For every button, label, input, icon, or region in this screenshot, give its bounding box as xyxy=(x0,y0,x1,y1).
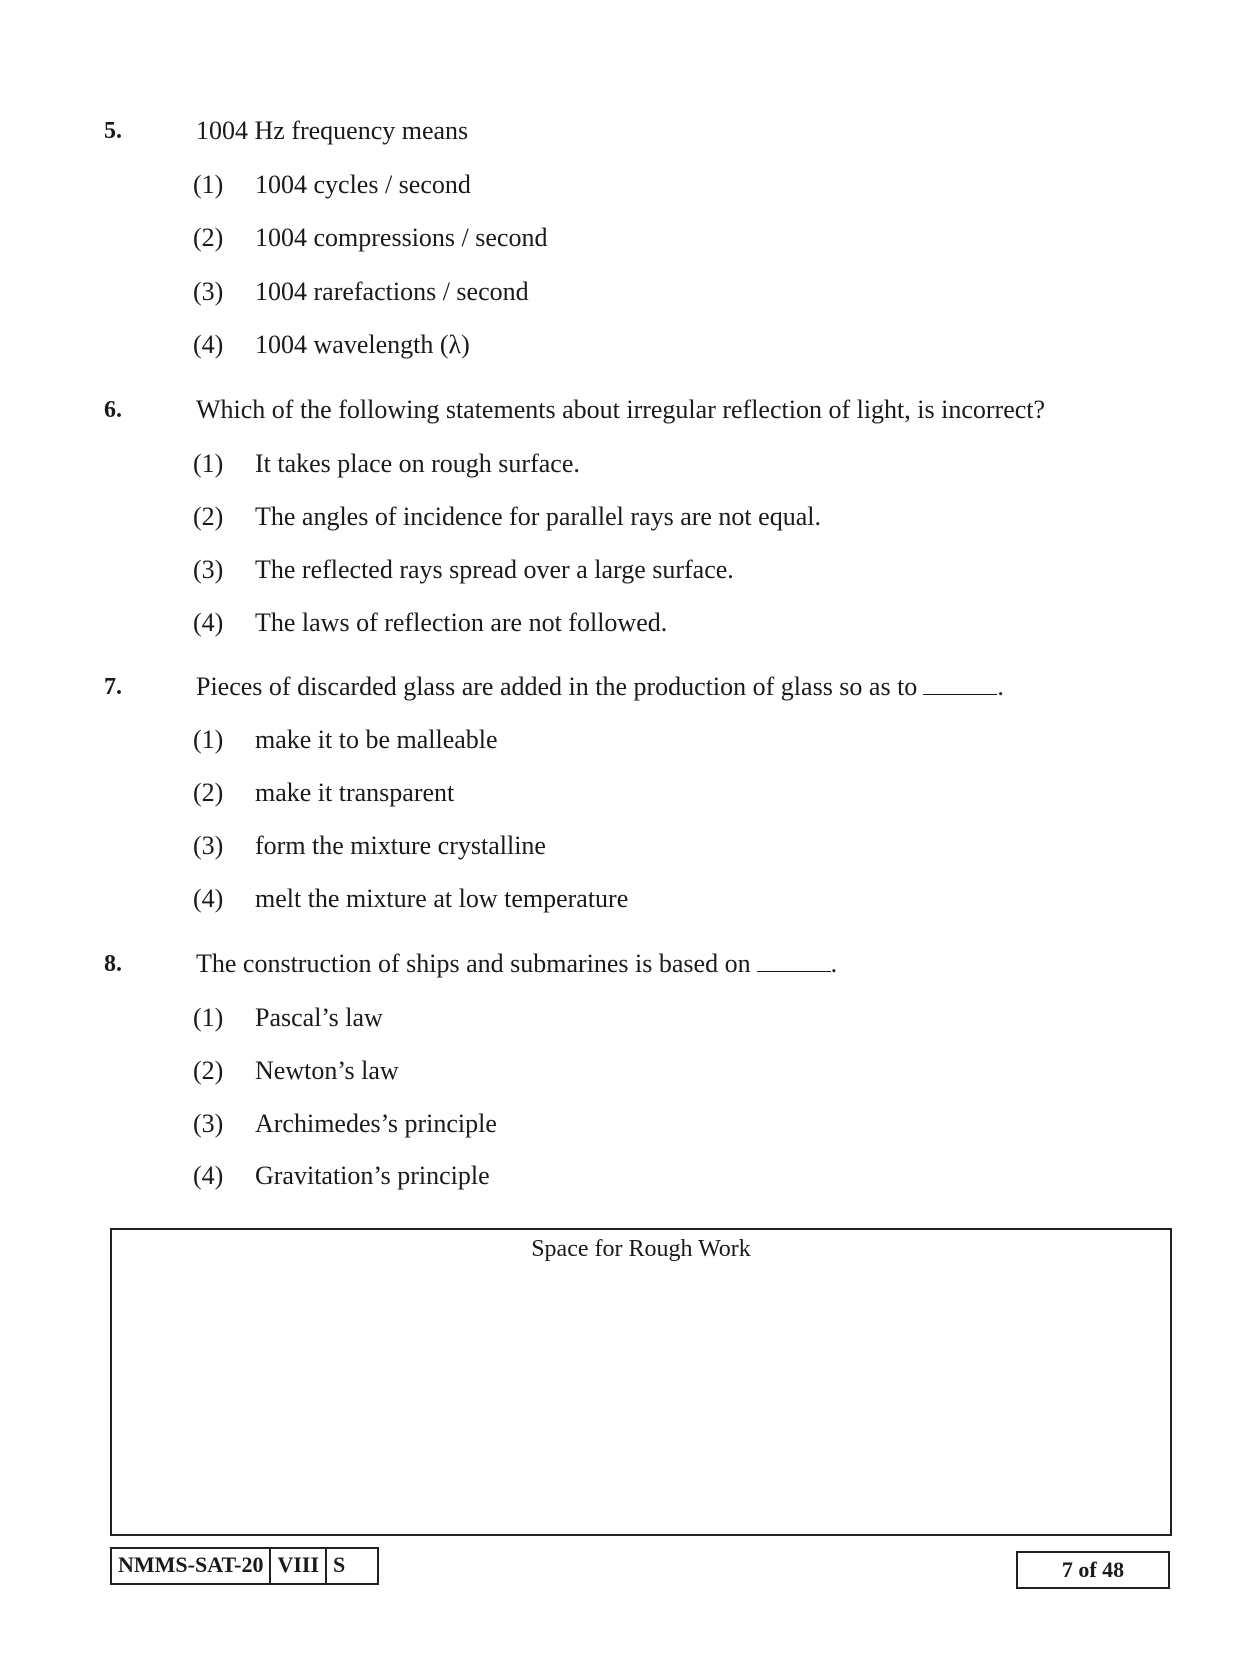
option-2: (2) The angles of incidence for parallel rays are not equal. xyxy=(193,502,821,531)
page-number: 7 of 48 xyxy=(1016,1551,1170,1589)
option-1: (1) Pascal’s law xyxy=(193,1003,383,1032)
option-4: (4) The laws of reflection are not followed. xyxy=(193,608,668,637)
answer-blank xyxy=(923,676,997,695)
answer-blank xyxy=(757,953,831,972)
exam-set: S xyxy=(325,1549,377,1583)
option-2: (2) Newton’s law xyxy=(193,1056,399,1085)
rough-work-box xyxy=(110,1228,1172,1536)
option-3: (3) Archimedes’s principle xyxy=(193,1109,497,1138)
option-1: (1) It takes place on rough surface. xyxy=(193,449,580,478)
option-3: (3) The reflected rays spread over a large surface. xyxy=(193,555,734,584)
question-text: 1004 Hz frequency means xyxy=(196,116,469,145)
question-number: 6. xyxy=(104,397,122,423)
exam-code: NMMS-SAT-20 xyxy=(118,1552,264,1577)
option-1: (1) 1004 cycles / second xyxy=(193,170,471,199)
question-number: 5. xyxy=(104,118,122,144)
option-4: (4) 1004 wavelength (λ) xyxy=(193,330,470,359)
question-text: Pieces of discarded glass are added in the production of glass so as to . xyxy=(196,672,1004,701)
rough-work-title: Space for Rough Work xyxy=(531,1236,751,1262)
question-number: 8. xyxy=(104,951,122,977)
option-3: (3) 1004 rarefactions / second xyxy=(193,277,529,306)
question-text: The construction of ships and submarines is based on . xyxy=(196,949,838,978)
exam-code-box xyxy=(110,1547,379,1585)
option-2: (2) 1004 compressions / second xyxy=(193,223,548,252)
question-number: 7. xyxy=(104,674,122,700)
option-4: (4) Gravitation’s principle xyxy=(193,1161,490,1190)
option-4: (4) melt the mixture at low temperature xyxy=(193,884,629,913)
question-text: Which of the following statements about irregular reflection of light, is incorrect? xyxy=(196,395,1046,424)
option-3: (3) form the mixture crystalline xyxy=(193,831,546,860)
exam-class: VIII xyxy=(269,1549,325,1583)
option-2: (2) make it transparent xyxy=(193,778,455,807)
option-1: (1) make it to be malleable xyxy=(193,725,498,754)
